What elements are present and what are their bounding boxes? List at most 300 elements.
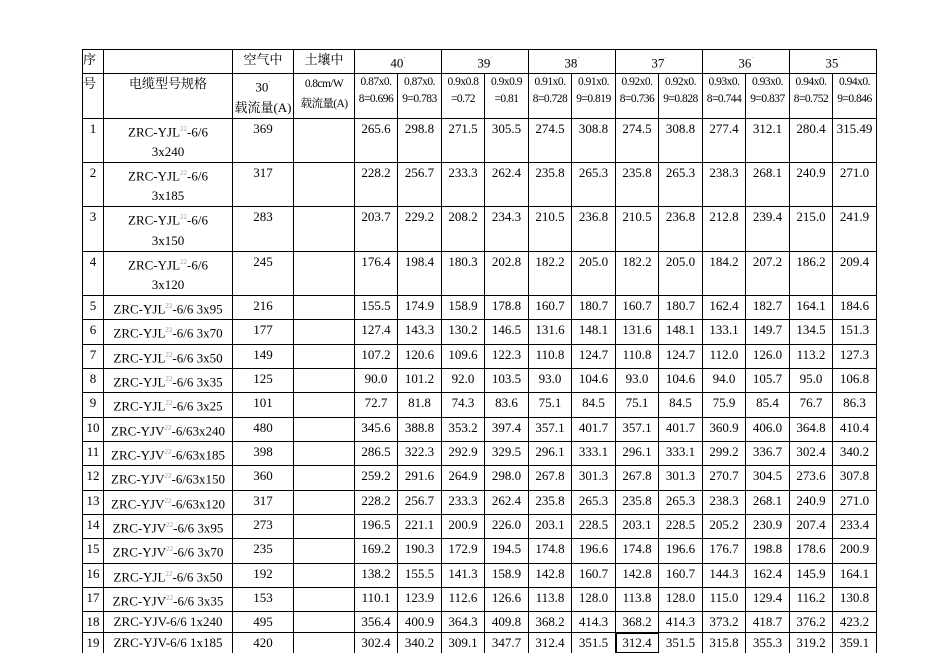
derated-value: 142.8 xyxy=(529,563,572,587)
derated-value: 308.8 xyxy=(659,118,703,162)
spec-model: ZRC-YJL xyxy=(113,349,166,365)
derated-value: 226.0 xyxy=(485,514,529,538)
spec-subscript: 22 xyxy=(166,520,174,529)
spec-subscript: 22 xyxy=(164,423,172,432)
spec-size: 3x150 xyxy=(151,232,185,248)
derated-value: 107.2 xyxy=(355,344,398,368)
temp-header: 35˜ xyxy=(790,50,877,74)
derated-value: 235.8 xyxy=(529,490,572,514)
derated-value: 262.4 xyxy=(485,162,529,206)
air-ampacity: 360 xyxy=(233,466,294,490)
derated-value: 356.4 xyxy=(355,612,398,633)
derated-value: 128.0 xyxy=(572,587,616,611)
derated-value: 360.9 xyxy=(703,417,746,441)
cable-spec xyxy=(104,251,233,295)
derated-value: 291.6 xyxy=(398,466,442,490)
cable-spec xyxy=(104,587,233,611)
derated-value: 277.4 xyxy=(703,118,746,162)
derated-value: 75.1 xyxy=(616,393,659,417)
factor-cell: 0.92x0. 9=0.828 xyxy=(659,74,703,118)
derated-value: 351.5 xyxy=(572,633,616,654)
derated-value: 196.6 xyxy=(572,539,616,563)
derated-value: 239.4 xyxy=(746,207,790,251)
table-row xyxy=(83,162,877,206)
air-ampacity: 480 xyxy=(233,417,294,441)
derated-value: 93.0 xyxy=(616,368,659,392)
spec-subscript: 22 xyxy=(180,257,188,266)
spec-model: ZRC-YJL xyxy=(113,374,166,390)
derated-value: 210.5 xyxy=(616,207,659,251)
derated-value: 271.0 xyxy=(833,162,877,206)
derated-value: 184.6 xyxy=(833,295,877,319)
derated-value: 149.7 xyxy=(746,320,790,344)
spec-header: 电缆型号规格 xyxy=(104,74,233,118)
derated-value: 169.2 xyxy=(355,539,398,563)
derated-value: 210.5 xyxy=(529,207,572,251)
derated-value: 83.6 xyxy=(485,393,529,417)
air-ampacity: 192 xyxy=(233,563,294,587)
derated-value: 131.6 xyxy=(616,320,659,344)
cable-spec xyxy=(104,162,233,206)
derated-value: 84.5 xyxy=(572,393,616,417)
table-row xyxy=(83,207,877,251)
derated-value: 129.4 xyxy=(746,587,790,611)
derated-value: 182.7 xyxy=(746,295,790,319)
table-row xyxy=(83,587,877,611)
derated-value: 414.3 xyxy=(572,612,616,633)
row-index: 12 xyxy=(83,466,104,490)
derated-value: 174.8 xyxy=(616,539,659,563)
factor-cell: 0.94x0. 9=0.846 xyxy=(833,74,877,118)
derated-value: 304.5 xyxy=(746,466,790,490)
derated-value: 312.4 xyxy=(529,633,572,654)
row-index: 19 xyxy=(83,633,104,654)
row-index: 7 xyxy=(83,344,104,368)
spec-subscript: 22 xyxy=(166,593,174,602)
spec-model: ZRC-YJV-6/6 1x240 xyxy=(113,614,223,630)
soil-ampacity xyxy=(294,490,355,514)
derated-value: 235.8 xyxy=(529,162,572,206)
derated-value: 198.4 xyxy=(398,251,442,295)
soil-ampacity xyxy=(294,344,355,368)
table-row xyxy=(83,612,877,633)
spec-model: ZRC-YJL xyxy=(128,123,181,139)
derated-value: 418.7 xyxy=(746,612,790,633)
spec-rating: -6/6 3x50 xyxy=(172,349,223,365)
derated-value: 333.1 xyxy=(572,441,616,465)
derated-value: 148.1 xyxy=(572,320,616,344)
derated-value: 155.5 xyxy=(355,295,398,319)
spec-model: ZRC-YJV xyxy=(111,447,165,463)
derated-value: 124.7 xyxy=(659,344,703,368)
derated-value: 126.0 xyxy=(746,344,790,368)
soil-header: 0.8cm/W 载流量(A) xyxy=(294,74,355,118)
derated-value: 340.2 xyxy=(398,633,442,654)
derated-value: 240.9 xyxy=(790,162,833,206)
derated-value: 158.9 xyxy=(485,563,529,587)
soil-ampacity xyxy=(294,393,355,417)
derated-value: 134.5 xyxy=(790,320,833,344)
derated-value: 176.7 xyxy=(703,539,746,563)
derated-value: 178.6 xyxy=(790,539,833,563)
cable-spec xyxy=(104,417,233,441)
derated-value: 355.3 xyxy=(746,633,790,654)
row-index: 10 xyxy=(83,417,104,441)
derated-value: 84.5 xyxy=(659,393,703,417)
derated-value: 180.7 xyxy=(572,295,616,319)
table-row xyxy=(83,368,877,392)
spec-rating: -6/6 3x50 xyxy=(172,568,223,584)
derated-value: 230.9 xyxy=(746,514,790,538)
derated-value: 302.4 xyxy=(790,441,833,465)
spec-rating: -6/6 xyxy=(187,168,208,184)
derated-value: 296.1 xyxy=(529,441,572,465)
spec-model: ZRC-YJL xyxy=(128,168,181,184)
derated-value: 174.8 xyxy=(529,539,572,563)
derated-value: 212.8 xyxy=(703,207,746,251)
derated-value: 123.9 xyxy=(398,587,442,611)
derated-value: 229.2 xyxy=(398,207,442,251)
derated-value: 373.2 xyxy=(703,612,746,633)
derated-value: 308.8 xyxy=(572,118,616,162)
factor-cell: 0.94x0. 8=0.752 xyxy=(790,74,833,118)
spec-subscript: 22 xyxy=(164,447,172,456)
derated-value: 236.8 xyxy=(659,207,703,251)
spec-rating: -6/63x185 xyxy=(171,447,225,463)
derated-value: 228.2 xyxy=(355,490,398,514)
spec-rating: -6/6 3x70 xyxy=(173,544,224,560)
spec-subscript: 22 xyxy=(165,399,173,408)
air-ampacity: 153 xyxy=(233,587,294,611)
derated-value: 113.8 xyxy=(529,587,572,611)
derated-value: 113.8 xyxy=(616,587,659,611)
derated-value: 131.6 xyxy=(529,320,572,344)
derated-value: 146.5 xyxy=(485,320,529,344)
derated-value: 271.5 xyxy=(442,118,485,162)
table-row xyxy=(83,539,877,563)
derated-value: 184.2 xyxy=(703,251,746,295)
spec-rating: -6/6 xyxy=(187,256,208,272)
row-index: 8 xyxy=(83,368,104,392)
derated-value: 148.1 xyxy=(659,320,703,344)
derated-value: 268.1 xyxy=(746,162,790,206)
derated-value: 228.5 xyxy=(659,514,703,538)
air-ampacity: 495 xyxy=(233,612,294,633)
derated-value: 400.9 xyxy=(398,612,442,633)
derated-value: 122.3 xyxy=(485,344,529,368)
row-index: 17 xyxy=(83,587,104,611)
cable-spec xyxy=(104,612,233,633)
derated-value: 221.1 xyxy=(398,514,442,538)
derated-value: 130.8 xyxy=(833,587,877,611)
derated-value: 286.5 xyxy=(355,441,398,465)
derated-value: 228.2 xyxy=(355,162,398,206)
derated-value: 113.2 xyxy=(790,344,833,368)
derated-value: 364.8 xyxy=(790,417,833,441)
spec-size: 3x120 xyxy=(151,276,185,292)
derated-value: 182.2 xyxy=(529,251,572,295)
spec-rating: -6/63x150 xyxy=(171,471,225,487)
derated-value: 368.2 xyxy=(616,612,659,633)
derated-value: 72.7 xyxy=(355,393,398,417)
table-row xyxy=(83,118,877,162)
derated-value: 364.3 xyxy=(442,612,485,633)
derated-value: 307.8 xyxy=(833,466,877,490)
derated-value: 388.8 xyxy=(398,417,442,441)
derated-value: 397.4 xyxy=(485,417,529,441)
spec-subscript: 22 xyxy=(180,124,188,133)
derated-value: 209.4 xyxy=(833,251,877,295)
derated-value: 359.1 xyxy=(833,633,877,654)
row-index: 11 xyxy=(83,441,104,465)
air-header-top: 空气中 xyxy=(233,50,294,74)
spec-rating: -6/6 xyxy=(187,212,208,228)
derated-value: 112.0 xyxy=(703,344,746,368)
spec-rating: -6/6 3x95 xyxy=(172,301,223,317)
derated-value: 298.0 xyxy=(485,466,529,490)
row-index: 1 xyxy=(83,118,104,162)
table-row xyxy=(83,563,877,587)
spec-rating: -6/63x240 xyxy=(171,422,225,438)
cable-spec xyxy=(104,207,233,251)
derated-value: 196.6 xyxy=(659,539,703,563)
derated-value: 406.0 xyxy=(746,417,790,441)
derated-value: 315.49 xyxy=(833,118,877,162)
derated-value: 296.1 xyxy=(616,441,659,465)
derated-value: 176.4 xyxy=(355,251,398,295)
derated-value: 347.7 xyxy=(485,633,529,654)
derated-value: 265.6 xyxy=(355,118,398,162)
spec-subscript: 22 xyxy=(166,545,174,554)
table-row xyxy=(83,417,877,441)
derated-value: 259.2 xyxy=(355,466,398,490)
derated-value: 101.2 xyxy=(398,368,442,392)
derated-value: 109.6 xyxy=(442,344,485,368)
derated-value: 180.7 xyxy=(659,295,703,319)
derated-value: 93.0 xyxy=(529,368,572,392)
derated-value: 228.5 xyxy=(572,514,616,538)
derated-value: 312.1 xyxy=(746,118,790,162)
air-ampacity: 398 xyxy=(233,441,294,465)
row-index: 6 xyxy=(83,320,104,344)
index-header-top: 序 xyxy=(83,50,104,74)
air-ampacity: 273 xyxy=(233,514,294,538)
derated-value: 174.9 xyxy=(398,295,442,319)
derated-value: 205.0 xyxy=(659,251,703,295)
derated-value: 299.2 xyxy=(703,441,746,465)
soil-ampacity xyxy=(294,368,355,392)
row-index: 9 xyxy=(83,393,104,417)
air-ampacity: 317 xyxy=(233,162,294,206)
spec-subscript: 22 xyxy=(180,168,188,177)
air-ampacity: 369 xyxy=(233,118,294,162)
derated-value: 329.5 xyxy=(485,441,529,465)
spec-subscript: 22 xyxy=(165,301,173,310)
header-row-2 xyxy=(83,74,877,118)
derated-value: 322.3 xyxy=(398,441,442,465)
factor-cell: 0.87x0. 9=0.783 xyxy=(398,74,442,118)
soil-ampacity xyxy=(294,587,355,611)
derated-value: 151.3 xyxy=(833,320,877,344)
derated-value: 106.8 xyxy=(833,368,877,392)
derated-value: 105.7 xyxy=(746,368,790,392)
derated-value: 92.0 xyxy=(442,368,485,392)
derated-value: 256.7 xyxy=(398,162,442,206)
derated-value: 302.4 xyxy=(355,633,398,654)
table-row xyxy=(83,441,877,465)
derated-value: 178.8 xyxy=(485,295,529,319)
derated-value: 301.3 xyxy=(659,466,703,490)
derated-value: 410.4 xyxy=(833,417,877,441)
factor-cell: 0.91x0. 8=0.728 xyxy=(529,74,572,118)
temp-header: 37˜ xyxy=(616,50,703,74)
spec-model: ZRC-YJV xyxy=(111,422,165,438)
cable-spec xyxy=(104,514,233,538)
cable-spec xyxy=(104,295,233,319)
spec-subscript: 22 xyxy=(164,496,172,505)
derated-value: 270.7 xyxy=(703,466,746,490)
derated-value: 401.7 xyxy=(659,417,703,441)
derated-value: 115.0 xyxy=(703,587,746,611)
spec-rating: -6/6 3x95 xyxy=(173,520,224,536)
spec-subscript: 22 xyxy=(180,213,188,222)
derated-value: 198.8 xyxy=(746,539,790,563)
cable-spec xyxy=(104,320,233,344)
air-ampacity: 235 xyxy=(233,539,294,563)
spec-model: ZRC-YJV-6/6 1x185 xyxy=(113,635,223,651)
derated-value: 238.3 xyxy=(703,490,746,514)
table-row xyxy=(83,344,877,368)
derated-value: 144.3 xyxy=(703,563,746,587)
derated-value: 75.9 xyxy=(703,393,746,417)
ampacity-table xyxy=(82,49,877,653)
derated-value: 376.2 xyxy=(790,612,833,633)
derated-value: 200.9 xyxy=(833,539,877,563)
derated-value: 162.4 xyxy=(746,563,790,587)
derated-value: 353.2 xyxy=(442,417,485,441)
derated-value: 155.5 xyxy=(398,563,442,587)
spec-rating: -6/6 3x25 xyxy=(172,398,223,414)
air-ampacity: 283 xyxy=(233,207,294,251)
derated-value: 180.3 xyxy=(442,251,485,295)
cable-spec xyxy=(104,563,233,587)
derated-value: 160.7 xyxy=(616,295,659,319)
soil-ampacity xyxy=(294,320,355,344)
row-index: 15 xyxy=(83,539,104,563)
table-row xyxy=(83,514,877,538)
derated-value: 235.8 xyxy=(616,162,659,206)
derated-value: 235.8 xyxy=(616,490,659,514)
derated-value: 138.2 xyxy=(355,563,398,587)
derated-value: 238.3 xyxy=(703,162,746,206)
air-ampacity: 216 xyxy=(233,295,294,319)
spec-size: 3x240 xyxy=(151,143,185,159)
derated-value: 312.4 xyxy=(616,633,659,654)
derated-value: 110.8 xyxy=(529,344,572,368)
derated-value: 202.8 xyxy=(485,251,529,295)
row-index: 14 xyxy=(83,514,104,538)
temp-header: 39˜ xyxy=(442,50,529,74)
spec-model: ZRC-YJV xyxy=(111,495,165,511)
spec-model: ZRC-YJL xyxy=(128,256,181,272)
derated-value: 336.7 xyxy=(746,441,790,465)
derated-value: 423.2 xyxy=(833,612,877,633)
derated-value: 203.1 xyxy=(616,514,659,538)
derated-value: 76.7 xyxy=(790,393,833,417)
derated-value: 208.2 xyxy=(442,207,485,251)
table-row xyxy=(83,320,877,344)
derated-value: 162.4 xyxy=(703,295,746,319)
derated-value: 333.1 xyxy=(659,441,703,465)
derated-value: 74.3 xyxy=(442,393,485,417)
air-ampacity: 245 xyxy=(233,251,294,295)
table-row xyxy=(83,251,877,295)
row-index: 4 xyxy=(83,251,104,295)
index-header-bottom: 号 xyxy=(83,74,104,118)
cable-spec xyxy=(104,539,233,563)
derated-value: 280.4 xyxy=(790,118,833,162)
spec-model: ZRC-YJV xyxy=(112,593,167,609)
derated-value: 207.4 xyxy=(790,514,833,538)
table-row xyxy=(83,393,877,417)
soil-ampacity xyxy=(294,441,355,465)
derated-value: 190.3 xyxy=(398,539,442,563)
temp-header: 40˜ xyxy=(355,50,442,74)
derated-value: 345.6 xyxy=(355,417,398,441)
derated-value: 200.9 xyxy=(442,514,485,538)
derated-value: 104.6 xyxy=(572,368,616,392)
derated-value: 160.7 xyxy=(529,295,572,319)
air-ampacity: 317 xyxy=(233,490,294,514)
derated-value: 133.1 xyxy=(703,320,746,344)
row-index: 18 xyxy=(83,612,104,633)
air-ampacity: 420 xyxy=(233,633,294,654)
derated-value: 160.7 xyxy=(572,563,616,587)
derated-value: 368.2 xyxy=(529,612,572,633)
derated-value: 409.8 xyxy=(485,612,529,633)
temp-header: 38˜ xyxy=(529,50,616,74)
derated-value: 233.3 xyxy=(442,162,485,206)
derated-value: 267.8 xyxy=(529,466,572,490)
factor-cell: 0.9x0.8 =0.72 xyxy=(442,74,485,118)
derated-value: 164.1 xyxy=(790,295,833,319)
soil-ampacity xyxy=(294,295,355,319)
spec-subscript: 22 xyxy=(164,472,172,481)
derated-value: 110.8 xyxy=(616,344,659,368)
derated-value: 142.8 xyxy=(616,563,659,587)
derated-value: 305.5 xyxy=(485,118,529,162)
derated-value: 265.3 xyxy=(659,490,703,514)
derated-value: 160.7 xyxy=(659,563,703,587)
derated-value: 301.3 xyxy=(572,466,616,490)
row-index: 2 xyxy=(83,162,104,206)
derated-value: 215.0 xyxy=(790,207,833,251)
derated-value: 120.6 xyxy=(398,344,442,368)
derated-value: 414.3 xyxy=(659,612,703,633)
derated-value: 124.7 xyxy=(572,344,616,368)
derated-value: 267.8 xyxy=(616,466,659,490)
derated-value: 236.8 xyxy=(572,207,616,251)
soil-ampacity xyxy=(294,612,355,633)
cable-spec xyxy=(104,490,233,514)
spec-subscript: 22 xyxy=(165,374,173,383)
spec-subscript: 22 xyxy=(165,569,173,578)
row-index: 13 xyxy=(83,490,104,514)
spec-rating: -6/6 3x35 xyxy=(173,593,224,609)
derated-value: 128.0 xyxy=(659,587,703,611)
derated-value: 205.0 xyxy=(572,251,616,295)
derated-value: 205.2 xyxy=(703,514,746,538)
